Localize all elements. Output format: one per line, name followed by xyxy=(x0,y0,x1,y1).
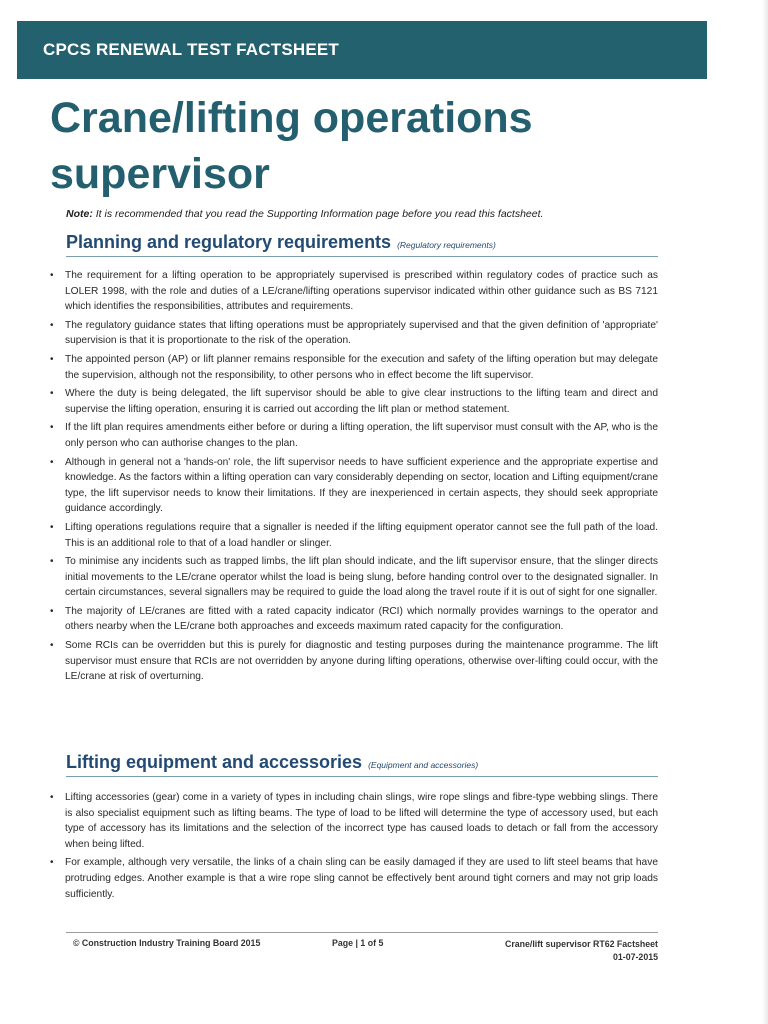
bullet-icon: • xyxy=(50,605,54,617)
section-title: Lifting equipment and accessories xyxy=(66,752,363,772)
list-item xyxy=(48,520,658,551)
list-item-text: Some RCIs can be overridden but this is purely for diagnostic and testing purposes during the maintenance programme. The lift supervisor must ensure that RCIs are not overridden by anyone during lifting operations, otherwise over-lifting could occur, with the LE/crane at risk of overturning. xyxy=(65,640,658,683)
list-item xyxy=(48,855,658,902)
list-item-text: If the lift plan requires amendments either before or during a lifting operation, the lift supervisor must consult with the AP, who is the only person who can authorise changes to the plan. xyxy=(65,422,658,449)
list-item xyxy=(48,604,658,635)
list-item-text: Lifting operations regulations require that a signaller is needed if the lifting equipment operator cannot see the full path of the load. This is an additional role to that of a load handler or slinger. xyxy=(65,521,658,549)
list-item-text: The appointed person (AP) or lift planner remains responsible for the execution and safety of the lifting operation but may delegate the supervision, although not the responsibility, to other persons who in effect become the lift supervisor. xyxy=(65,353,658,381)
section-heading-equipment xyxy=(66,752,658,777)
list-item xyxy=(48,638,658,685)
list-item-text: To minimise any incidents such as trapped limbs, the lift plan should indicate, and the lift supervisor ensure, that the slinger directs initial movements to the LE/crane operator whilst the load is being slung, before handing control over to the designated signaller. In certain circumstances, several signallers may be required to guide the load along the travel route if it is out of sight for one signaller. xyxy=(65,556,658,599)
bullet-icon: • xyxy=(50,270,54,281)
list-item xyxy=(48,554,658,601)
list-item-text: Lifting accessories (gear) come in a variety of types in including chain slings, wire rope slings and fibre-type webbing slings. There is also specialist equipment such as lifting beams. The type of load to be lifted will determine the type of accessory used, but each type of accessory has its limitations and the selection of the incorrect type has caused loads to detach or fall from the accessory when being lifted. xyxy=(65,792,658,850)
footer-copyright: © Construction Industry Training Board 2015 xyxy=(73,938,261,948)
section-title: Planning and regulatory requirements xyxy=(66,232,392,252)
list-item-text: The requirement for a lifting operation to be appropriately supervised is prescribed within regulatory codes of practice such as LOLER 1998, with the role and duties of a LE/crane/lifting operations supervisor indicated within other guidance such as BS 7121 which identifies the responsibilities, attributes and requirements. xyxy=(65,270,658,313)
note xyxy=(66,208,706,220)
banner-title: CPCS RENEWAL TEST FACTSHEET xyxy=(43,40,340,59)
bullet-icon: • xyxy=(50,857,54,869)
page-footer xyxy=(66,932,658,962)
footer-date: 01-07-2015 xyxy=(613,952,658,962)
list-item xyxy=(48,386,658,417)
bullet-icon: • xyxy=(50,456,54,468)
bullet-icon: • xyxy=(50,422,54,434)
bullet-icon: • xyxy=(50,521,54,533)
title-line-1: Crane/lifting operations xyxy=(50,94,533,142)
title-line-2: supervisor xyxy=(50,150,270,198)
note-text: It is recommended that you read the Supporting Information page before you read this factsheet. xyxy=(92,208,544,220)
bullet-icon: • xyxy=(50,353,54,365)
list-item-text: Where the duty is being delegated, the lift supervisor should be able to give clear instructions to the lifting team and direct and supervise the lifting operation, ensuring it is carried out according the lift plan or method statement. xyxy=(65,388,658,415)
bullet-list-equipment xyxy=(48,790,658,905)
list-item xyxy=(48,455,658,517)
list-item xyxy=(48,420,658,451)
list-item-text: The majority of LE/cranes are fitted with a rated capacity indicator (RCI) which normally provides warnings to the operator and others nearby when the LE/crane both approaches and exceeds maximum rated capacity for the configuration. xyxy=(65,605,658,633)
list-item xyxy=(48,352,658,383)
bullet-icon: • xyxy=(50,556,54,568)
list-item xyxy=(48,268,658,315)
list-item-text: For example, although very versatile, the links of a chain sling can be easily damaged if they are used to lift steel beams that have protruding edges. Another example is that a wire rope sling cannot be effectively bent around tight corners and may not grip loads sufficiently. xyxy=(65,857,658,900)
bullet-list-planning xyxy=(48,268,658,688)
page-title xyxy=(50,90,690,202)
footer-page-number: Page | 1 of 5 xyxy=(332,938,384,948)
bullet-icon: • xyxy=(50,319,54,331)
section-subtitle: (Equipment and accessories) xyxy=(368,760,479,770)
page-edge-shadow xyxy=(762,0,768,1024)
section-heading-planning xyxy=(66,232,658,257)
note-label: Note: xyxy=(66,208,93,220)
list-item-text: Although in general not a 'hands-on' role, the lift supervisor needs to have sufficient experience and the appropriate expertise and knowledge. As the factors within a lifting operation can vary considerably depending on sector, location and Lifting equipment/crane type, the lift supervisor needs to know their limitations. If they are inexperienced in certain aspects, they should seek appropriate guidance accordingly. xyxy=(65,456,658,515)
list-item xyxy=(48,318,658,349)
bullet-icon: • xyxy=(50,640,54,652)
header-banner xyxy=(17,21,707,79)
list-item-text: The regulatory guidance states that lifting operations must be appropriately supervised and that the given definition of 'appropriate' supervision is that it is proportionate to the risk of the operation. xyxy=(65,319,658,347)
footer-doc-title: Crane/lift supervisor RT62 Factsheet xyxy=(504,939,658,949)
list-item xyxy=(48,790,658,852)
footer-doc-info xyxy=(505,938,658,964)
bullet-icon: • xyxy=(50,388,54,400)
bullet-icon: • xyxy=(50,792,54,803)
section-subtitle: (Regulatory requirements) xyxy=(397,240,496,250)
